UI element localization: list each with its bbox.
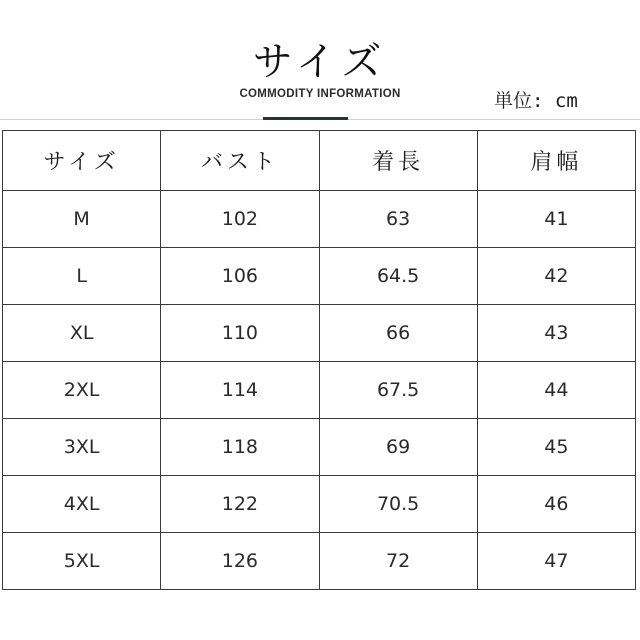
bust-cell: 102 (161, 191, 319, 248)
divider-right (348, 119, 640, 120)
length-cell: 72 (319, 533, 477, 590)
length-cell: 69 (319, 419, 477, 476)
size-cell: L (3, 248, 161, 305)
table-row (3, 191, 636, 248)
table-row (3, 419, 636, 476)
size-cell: XL (3, 305, 161, 362)
column-header-bust: バスト (161, 131, 319, 191)
shoulder-cell: 47 (477, 533, 635, 590)
shoulder-cell: 43 (477, 305, 635, 362)
size-cell: 5XL (3, 533, 161, 590)
length-cell: 63 (319, 191, 477, 248)
bust-cell: 106 (161, 248, 319, 305)
shoulder-cell: 42 (477, 248, 635, 305)
bust-cell: 118 (161, 419, 319, 476)
divider-accent (263, 117, 348, 120)
size-cell: M (3, 191, 161, 248)
column-header-length: 着長 (319, 131, 477, 191)
table-header-row (3, 131, 636, 191)
size-cell: 4XL (3, 476, 161, 533)
table-row (3, 533, 636, 590)
length-cell: 66 (319, 305, 477, 362)
size-table (2, 130, 636, 590)
page-title: サイズ (252, 39, 388, 85)
size-cell: 2XL (3, 362, 161, 419)
length-cell: 64.5 (319, 248, 477, 305)
unit-label: 単位: cm (494, 90, 578, 112)
shoulder-cell: 45 (477, 419, 635, 476)
bust-cell: 122 (161, 476, 319, 533)
page-subtitle: COMMODITY INFORMATION (239, 88, 401, 100)
table-row (3, 476, 636, 533)
size-cell: 3XL (3, 419, 161, 476)
shoulder-cell: 44 (477, 362, 635, 419)
shoulder-cell: 41 (477, 191, 635, 248)
bust-cell: 114 (161, 362, 319, 419)
column-header-size: サイズ (3, 131, 161, 191)
length-cell: 67.5 (319, 362, 477, 419)
shoulder-cell: 46 (477, 476, 635, 533)
length-cell: 70.5 (319, 476, 477, 533)
bust-cell: 126 (161, 533, 319, 590)
table-row (3, 248, 636, 305)
table-row (3, 305, 636, 362)
bust-cell: 110 (161, 305, 319, 362)
column-header-shoulder: 肩幅 (477, 131, 635, 191)
divider-left (0, 119, 263, 120)
table-row (3, 362, 636, 419)
